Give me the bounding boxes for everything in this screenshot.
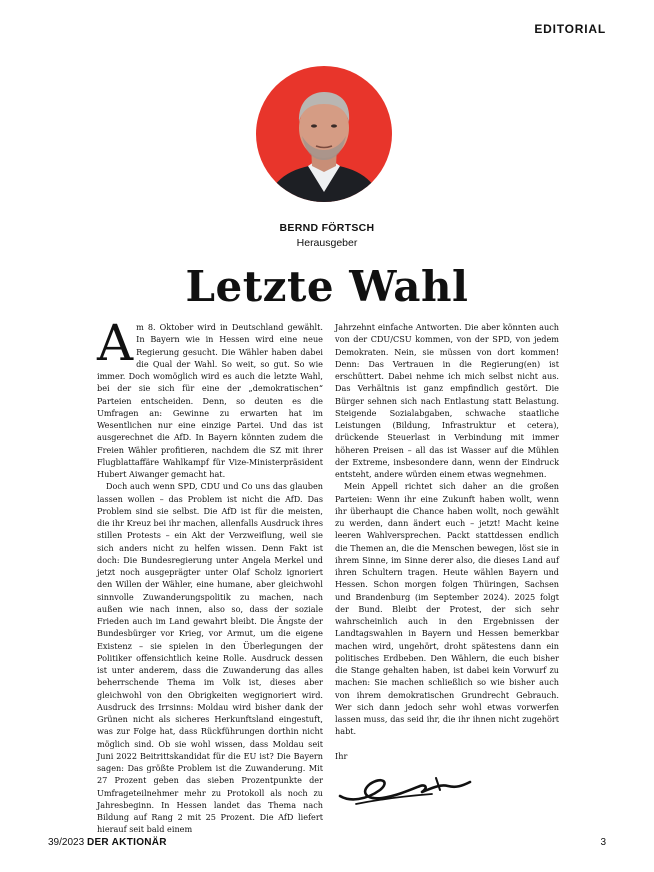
article-paragraph: Mein Appell richtet sich daher an die großen Parteien: Wenn ihr eine Zukunft haben wollt, wenn ihr überhaupt die Chance haben wollt, noch gewählt zu werden, dann ändert euch – jetzt! Macht keine leeren Wahlversprechen. Packt stattdessen endlich die Themen an, die die Menschen bewegen, löst sie in ihrem Sinne, im Sinne derer also, die dieses Land auf ihren Schultern tragen. Heute wählen Bayern und Hessen. Schon morgen folgen Thüringen, Sachsen und Brandenburg (im September 2024). 2025 folgt der Bund. Bleibt der Protest, der sich sehr wahrscheinlich auch in den Ergebnissen der Landtagswahlen in Bayern und Hessen bemerkbar machen wird, ungehört, droht spätestens dann ein politisches Erdbeben. Den Wählern, die euch bisher die Stange gehalten haben, ist dabei kein Vorwurf zu machen: Sie machen schließlich so wie bisher auch von ihrem demokratischen Grundrecht Gebrauch. Wer sich dann jedoch sehr wohl etwas vorwerfen lassen muss, das seid ihr, die ihr ihnen nicht zugehört habt. (335, 481, 559, 737)
article-column-left (97, 314, 323, 836)
signature-drawing (336, 760, 486, 810)
magazine-name: DER AKTIONÄR (86, 837, 167, 848)
author-name: BERND FÖRTSCH (279, 222, 375, 234)
article-paragraph: Doch auch wenn SPD, CDU und Co uns das glauben lassen wollen – das Problem ist nicht die AfD. Das Problem sind sie selbst. Die AfD ist für die meisten, die ihr Kreuz bei ihr machen, allenfalls Ausdruck ihres stillen Protests – ein Akt der Verzweiflung, weil sie sich anders nicht zu helfen wissen. Denn Fakt ist doch: Die Bundesregierung unter Angela Merkel und jetzt noch ausgeprägter unter Olaf Scholz ignoriert den Willen der Wähler, eine humane, aber gleichwohl sinnvolle Zuwanderungspolitik zu machen, nach außen wie nach innen, also so, dass der soziale Frieden auch im Land gewahrt bleibt. Die Ängste der Bundesbürger vor Krieg, vor Armut, um die eigene Existenz – sie spielen in den Überlegungen der Politiker offensichtlich keine Rolle. Ausdruck dessen ist unter anderem, dass die Zuwanderung das alles beherrschende Thema im Volk ist, dieses aber gleichwohl von den Obrigkeiten wegignoriert wird. Ausdruck des Irrsinns: Moldau wird bisher dank der Grünen nicht als sicheres Herkunftsland eingestuft, was zur Folge hat, dass Rückführungen dorthin nicht möglich sind. Ob sie wohl wissen, dass Moldau seit Juni 2022 Beitrittskandidat für die EU ist? Die Bayern sagen: Das größte Problem ist die Zuwanderung. Mit 27 Prozent geben das sieben Prozentpunkte der Umfrageteilnehmer mehr zu Protokoll als noch zu Jahresbeginn. In Hessen landet das Thema nach Bildung auf Rang 2 mit 25 Prozent. Die AfD liefert hierauf seit bald einem (97, 481, 323, 835)
article-paragraph: Jahrzehnt einfache Antworten. Die aber könnten auch von der CDU/CSU kommen, von der SPD, von jedem Demokraten. Nein, sie müssen von dort kommen! Denn: Das Vertrauen in die Regierung(en) ist erschüttert. Dabei nehme ich mich selbst nicht aus. Das Verhältnis ist ganz empfindlich gestört. Die Bürger sehnen sich nach Entlastung statt Belastung. Steigende Sozialabgaben, schwache staatliche Leistungen (Bildung, Infrastruktur et cetera), drückende Steuerlast in Verbindung mit immer höheren Preisen – all das ist Wasser auf die Mühlen der Extreme, insbesondere dann, wenn der Eindruck entsteht, andere würden einem etwas wegnehmen. (335, 322, 559, 479)
article-column-right (335, 321, 559, 762)
footer-issue: 39/2023 DER AKTIONÄR (48, 837, 167, 848)
headline: Letzte Wahl (185, 262, 469, 311)
author-portrait (256, 66, 392, 202)
drop-cap: A (97, 314, 134, 372)
author-photo-illustration (256, 66, 392, 202)
signature (336, 760, 486, 814)
section-label: EDITORIAL (534, 22, 606, 36)
closing-salutation: Ihr (335, 750, 348, 761)
page-number: 3 (600, 837, 606, 848)
author-role: Herausgeber (296, 237, 358, 249)
article-paragraph: Am 8. Oktober wird in Deutschland gewählt. In Bayern wie in Hessen wird eine neue Regierung gesucht. Die Wähler haben dabei die Qual der Wahl. So weit, so gut. So wie immer. Doch womöglich wird es auch die letzte Wahl, bei der sie sich für eine der „demokratischen“ Parteien entscheiden. Denn, so deuten es die Umfragen an: Gewinne zu erwarten hat im Wesentlichen nur eine einzige Partei. Und das ist ausgerechnet die AfD. In Bayern könnten zudem die Freien Wähler profitieren, nachdem die SZ mit ihrer Flugblattaffäre Wahlkampf für Vize-Ministerpräsident Hubert Aiwanger gemacht hat. (97, 314, 323, 479)
